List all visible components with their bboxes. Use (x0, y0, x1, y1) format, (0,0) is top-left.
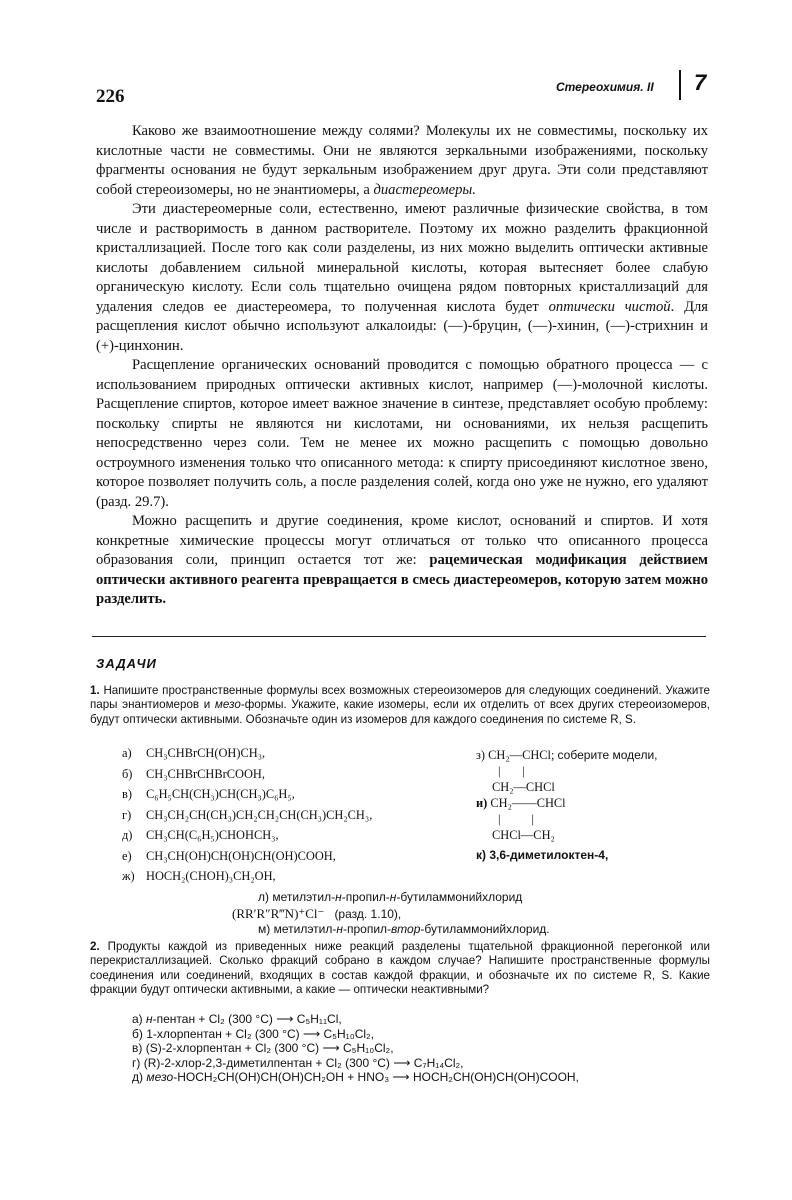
reaction-label: б) (132, 1026, 143, 1041)
reaction-text-end: -HOCH₂CH(OH)CH(OH)CH₂OH + HNO₃ ⟶ HOCH₂CH(OH)CH(OH)COOH, (173, 1070, 579, 1085)
formula-item-formula: HOCH₂(CHOH)₃CH₂OH, (146, 869, 276, 883)
running-title: Стереохимия. II (556, 80, 654, 94)
reaction-italic: н (146, 1012, 153, 1026)
paragraph-4 (96, 512, 708, 610)
item-l-formula: (RR′R″R‴N)⁺Cl⁻ (232, 905, 325, 921)
item-z-top: CH₂—CHCl; (488, 748, 555, 762)
item-l-ref: (разд. 1.10), (334, 906, 402, 921)
reaction-text: (S)-2-хлорпентан + Cl₂ (300 °C) ⟶ C₅H₁₀Cl₂, (145, 1041, 394, 1056)
item-m-text-b: -пропил- (343, 922, 392, 936)
item-k-text: 3,6-диметилоктен-4, (489, 848, 609, 862)
problem-1-text-a: Напишите пространственные формулы всех возможных стереоизомеров для следующих соединений. Укажите пары энантиомеров и (90, 684, 710, 712)
item-z-label: з) (476, 748, 486, 762)
formula-item (122, 805, 372, 826)
item-l-italic-2: н (389, 890, 397, 904)
paragraph-2-text: Эти диастереомерные соли, естественно, имеют различные физические свойства, в том числе и растворимость в данном растворителе. Поэтому их можно разделить фракционной кристаллизацией. После того как соли разделены, из них можно выделить оптически активные кислоты добавлением сильной минеральной кислоты, которая вытесняет более слабую органическую кислоту. Если соль тщательно очищена рядом повторных кристаллизаций для удаления следов ее диастереомера, то полученная кислота будет (96, 201, 708, 315)
body-text (96, 122, 708, 610)
formula-item (122, 825, 372, 846)
reaction-label: г) (132, 1055, 141, 1070)
reaction-label: д) (132, 1070, 143, 1085)
section-divider (92, 636, 706, 637)
problem-1-number: 1. (90, 684, 100, 697)
paragraph-2-end: . Для расщепления кислот обычно используют алкалоиды: (—)-бруцин, (—)-хинин, (—)-стрихнин и (+)-цинхонин. (96, 298, 709, 354)
formula-item-formula: CH₃CH(C₆H₅)CHOHCH₃, (146, 828, 279, 842)
formula-item-label: б) (122, 766, 133, 781)
term-diastereomers: диастереомеры. (373, 181, 476, 198)
item-m-italic-1: н (336, 922, 343, 936)
problem-2-body: Продукты каждой из приведенных ниже реакций разделены тщательной фракционной перегонкой или перекристаллизацией. Сколько фракций собрано в каждом случае? Напишите пространственные формулы соединения или соединений, входящих в состав каждой фракции, и обозначьте их по системе R, S. Какие фракции будут оптически активными, а какие — оптически неактивными? (90, 940, 710, 997)
item-l-text-c: -бутиламмонийхлорид (396, 890, 523, 904)
item-i-structure (476, 795, 566, 843)
formula-item (122, 784, 372, 805)
problem-1-text (90, 684, 710, 727)
reaction-item (132, 1056, 579, 1071)
reaction-item (132, 1012, 579, 1027)
term-optically-pure: оптически чистой (548, 298, 671, 315)
paragraph-4-bold: рацемическая модификация действием оптически активного реагента превращается в смесь диастереомеров, которую затем можно разделить. (96, 552, 708, 607)
item-z-structure (476, 747, 658, 795)
formula-item-label: е) (122, 848, 132, 863)
paragraph-3-text: Расщепление органических оснований проводится с помощью обратного процесса — с использованием природных оптически активных кислот, например (—)-молочной кислоты. Расщепление спиртов, которое имеет важное значение в синтезе, представляет особую проблему: поскольку спирты не являются ни кислотами, ни основаниями, их нельзя расщепить непосредственно через соли. Тем не менее их можно расщепить с помощью довольно остроумного изменения только что описанного метода: к спирту присоединяют кислотное звено, которое позволяет получить соль, а после разделения солей, когда оно уже не нужно, его удаляют (разд. 29.7). (96, 357, 708, 510)
formula-item-label: в) (122, 787, 132, 801)
items-l-m (230, 890, 550, 938)
paragraph-3 (96, 356, 708, 512)
paragraph-4-text: Можно расщепить и другие соединения, кроме кислот, оснований и спиртов. И хотя конкретные химические процессы могут отличаться от только что описанного процесса образования соли, принцип остается тот же: (96, 513, 708, 568)
reaction-italic: мезо (146, 1070, 174, 1085)
item-k-label: к) (476, 848, 487, 862)
item-i-bonds: | | (498, 812, 534, 826)
problem-1-formulas-left (122, 743, 372, 887)
formula-item-formula: CH₃CH₂CH(CH₃)CH₂CH₂CH(CH₃)CH₂CH₃, (146, 807, 373, 822)
paragraph-1-text: Каково же взаимоотношение между солями? Молекулы их не совместимы, поскольку их кислотные части не совместимы. Они не являются зеркальными изображениями, поскольку фрагменты основания не будут зеркальным изображением друг друга. Эти соли представляют собой стереоизомеры, но не энантиомеры, а (96, 123, 708, 198)
problem-1-italic: мезо (214, 698, 241, 712)
formula-item (122, 743, 372, 764)
header-rule (679, 70, 681, 100)
item-i-bottom: CHCl—CH₂ (492, 828, 555, 842)
formula-item-formula: CH₃CH(OH)CH(OH)CH(OH)COOH, (146, 848, 336, 863)
item-i-top: CH₂——CHCl (490, 796, 566, 810)
reaction-text: (R)-2-хлор-2,3-диметилпентан + Cl₂ (300 °C) ⟶ C₇H₁₄Cl₂, (143, 1055, 464, 1070)
item-l-label: л) (258, 890, 269, 904)
item-l-italic-1: н (335, 890, 342, 904)
item-m-text-c: -бутиламмонийхлорид. (420, 922, 550, 936)
formula-item (122, 866, 372, 887)
item-m-text-a: метилэтил- (273, 922, 337, 936)
item-i-label: и) (476, 796, 488, 810)
formula-item-label: д) (122, 828, 133, 842)
formula-item-formula: CH₃CHBrCH(OH)CH₃, (146, 746, 266, 760)
formula-item-label: ж) (122, 869, 135, 883)
reaction-item (132, 1027, 579, 1042)
paragraph-1 (96, 122, 708, 200)
problem-2-number: 2. (90, 940, 100, 953)
paragraph-2 (96, 200, 708, 356)
problem-2-text (90, 940, 710, 998)
formula-item-formula: C₆H₅CH(CH₃)CH(CH₃)C₆H₅, (146, 787, 295, 801)
reaction-text: 1-хлорпентан + Cl₂ (300 °C) ⟶ C₅H₁₀Cl₂, (146, 1026, 375, 1041)
item-z-note: соберите модели, (557, 748, 658, 762)
formula-item-formula: CH₃CHBrCHBrCOOH, (146, 766, 265, 781)
item-m-italic-2: втор (391, 922, 421, 936)
formula-item-label: а) (122, 746, 132, 760)
reaction-label: а) (132, 1012, 143, 1026)
formula-item (122, 846, 372, 867)
problem-2-reactions (132, 1012, 579, 1085)
item-l-text-a: метилэтил- (272, 890, 336, 904)
reaction-label: в) (132, 1041, 143, 1056)
page-number: 226 (96, 86, 125, 107)
formula-item (122, 764, 372, 785)
reaction-item (132, 1070, 579, 1085)
item-z-bonds: | | (498, 764, 525, 778)
item-m-label: м) (258, 922, 271, 936)
item-l-text-b: -пропил- (341, 890, 390, 904)
reaction-item (132, 1041, 579, 1056)
item-k (476, 848, 608, 862)
problems-heading: ЗАДАЧИ (96, 656, 157, 671)
formula-item-label: г) (122, 807, 132, 822)
reaction-text-end: -пентан + Cl₂ (300 °C) ⟶ C₅H₁₁Cl, (152, 1012, 342, 1026)
problem-1-text-b: -формы. Укажите, какие изомеры, если их отделить от всех других стереоизомеров, будут оптически активными. Обозначьте один из изомеров для каждого соединения по системе R, S. (90, 698, 710, 726)
chapter-number: 7 (694, 70, 707, 95)
item-z-bottom: CH₂—CHCl (492, 780, 555, 794)
